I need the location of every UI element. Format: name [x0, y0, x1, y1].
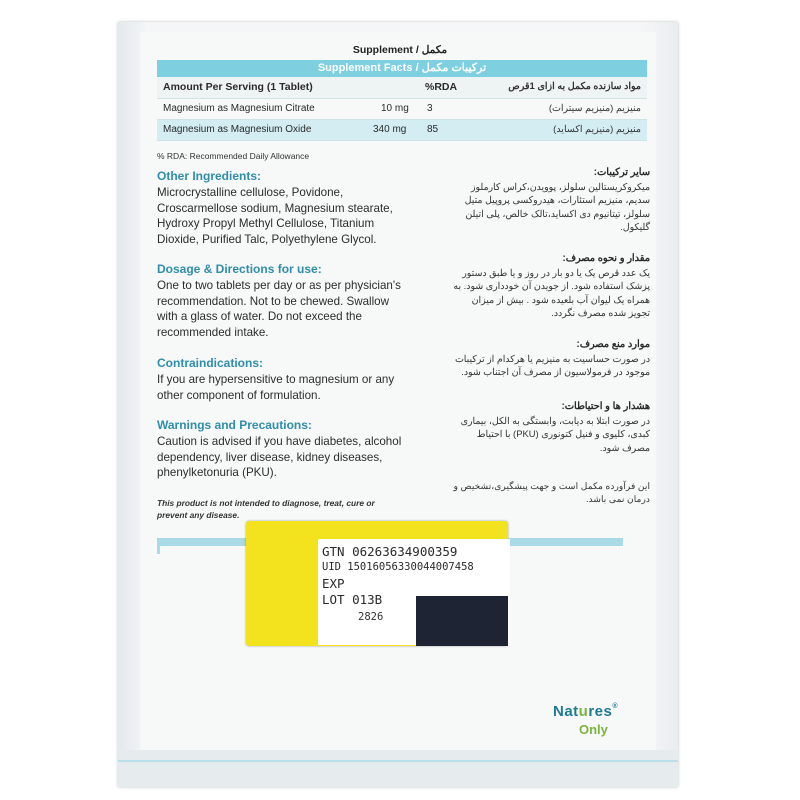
disclaimer-fa: این فرآورده مکمل است و جهت پیشگیری،تشخیص و درمان نمی باشد. — [453, 481, 650, 504]
warnings-section — [157, 418, 407, 481]
section-body: Microcrystalline cellulose, Povidone, Croscarmellose sodium, Magnesium stearate, Hydroxy Propyl Methyl Cellulose, Titanium Dioxide, Purified Talc, Polyethylene Glycol. — [157, 186, 393, 246]
gtn-code: GTN 06263634900359 — [322, 544, 458, 559]
section-heading: Warnings and Precautions: — [157, 418, 312, 432]
ingredient-name-fa: منیزیم (منیزیم اکساید) — [553, 124, 641, 135]
contraindications-section — [157, 356, 407, 403]
uid-code: UID 15016056330044007458 — [322, 561, 474, 573]
supplement-title: Supplement / مکمل — [352, 44, 448, 56]
ingredient-name: Magnesium as Magnesium Citrate — [163, 103, 315, 114]
ingredient-rda: 3 — [427, 103, 433, 114]
section-heading: Dosage & Directions for use: — [157, 262, 322, 276]
fa-section-heading: موارد منع مصرف: — [576, 339, 650, 350]
fa-warnings-section — [450, 400, 650, 454]
disclaimer-en: This product is not intended to diagnose, treat, cure or prevent any disease. — [157, 498, 375, 520]
rda-header: %RDA — [425, 81, 458, 93]
logo-text-end: res — [588, 703, 613, 720]
section-body: If you are hypersensitive to magnesium or any other component of formulation. — [157, 373, 395, 402]
section-heading: Other Ingredients: — [157, 169, 262, 183]
supplement-facts-table — [157, 60, 647, 141]
fa-section-body: در صورت حساسیت به منیزیم یا هرکدام از ترکیبات موجود در فرمولاسیون از مصرف آن اجتناب شود. — [454, 352, 650, 377]
serving-header: Amount Per Serving (1 Tablet) — [163, 81, 313, 93]
section-body: Caution is advised if you have diabetes, alcohol dependency, liver disease, kidney diseases, phenylketonuria (PKU). — [157, 435, 402, 480]
logo-text-start: Nat — [553, 703, 579, 720]
rda-note: % RDA: Recommended Daily Allowance — [157, 151, 310, 161]
ingredient-amount: 340 mg — [373, 124, 407, 135]
facts-header: Supplement Facts / ترکیبات مکمل — [157, 60, 647, 77]
lot-code: LOT 013B — [322, 592, 383, 607]
facts-row — [157, 120, 647, 141]
box-bottom-flap — [118, 750, 678, 787]
other-ingredients-section — [157, 169, 407, 247]
data-matrix-block — [416, 596, 508, 646]
fa-dosage-section — [450, 252, 650, 320]
divider-stripe-corner — [157, 546, 160, 554]
fa-contraindications-section — [450, 338, 650, 379]
ingredient-rda: 85 — [427, 124, 439, 135]
logo-subtitle: Only — [579, 722, 608, 737]
exp-label: EXP — [322, 576, 345, 591]
section-heading: Contraindications: — [157, 356, 264, 370]
logo-leaf-letter: u — [578, 703, 589, 720]
fa-section-heading: هشدار ها و احتیاطات: — [561, 401, 650, 412]
fa-section-body: یک عدد قرص یک یا دو بار در روز و یا طبق دستور پزشک استفاده شود. از جویدن آن خودداری شود. به همراه یک لیوان آب بلعیده شود . بیش از میزان تجویز شده مصرف نگردد. — [453, 266, 650, 318]
box-bottom-stripe — [118, 760, 678, 762]
dosage-section — [157, 262, 407, 340]
section-body: One to two tablets per day or as per physician's recommendation. Not to be chewed. Swallow with a glass of water. Do not exceed the recommended intake. — [157, 279, 401, 339]
fa-section-heading: سایر ترکیبات: — [593, 167, 650, 178]
facts-column-header — [157, 77, 647, 99]
ingredient-name: Magnesium as Magnesium Oxide — [163, 124, 312, 135]
fa-serving-header: مواد سازنده مکمل به ازای 1قرص — [508, 81, 641, 92]
fa-section-heading: مقدار و نحوه مصرف: — [562, 253, 650, 264]
fa-section-body: در صورت ابتلا به دیابت، وابستگی به الکل، بیماری کبدی، کلیوی و فنیل کتونوری (PKU) با احتیاط مصرف شود. — [460, 414, 650, 453]
date-code: 2826 — [358, 611, 384, 623]
brand-logo — [553, 703, 673, 753]
registered-mark: ® — [612, 703, 619, 710]
facts-row — [157, 99, 647, 120]
ingredient-name-fa: منیزیم (منیزیم سیترات) — [548, 103, 641, 114]
batch-sticker — [246, 521, 508, 646]
fa-section-body: میکروکریستالین سلولز، پوویدن،کراس کارملوز سدیم، منیزیم استئارات، هیدروکسی پروپیل متیل سلولز، تیتانیوم دی اکساید،تالک خالص، پلی اتیلن گلیکول. — [464, 180, 650, 232]
fa-other-ingredients-section — [450, 166, 650, 234]
logo-wordmark — [553, 703, 618, 720]
ingredient-amount: 10 mg — [381, 103, 409, 114]
